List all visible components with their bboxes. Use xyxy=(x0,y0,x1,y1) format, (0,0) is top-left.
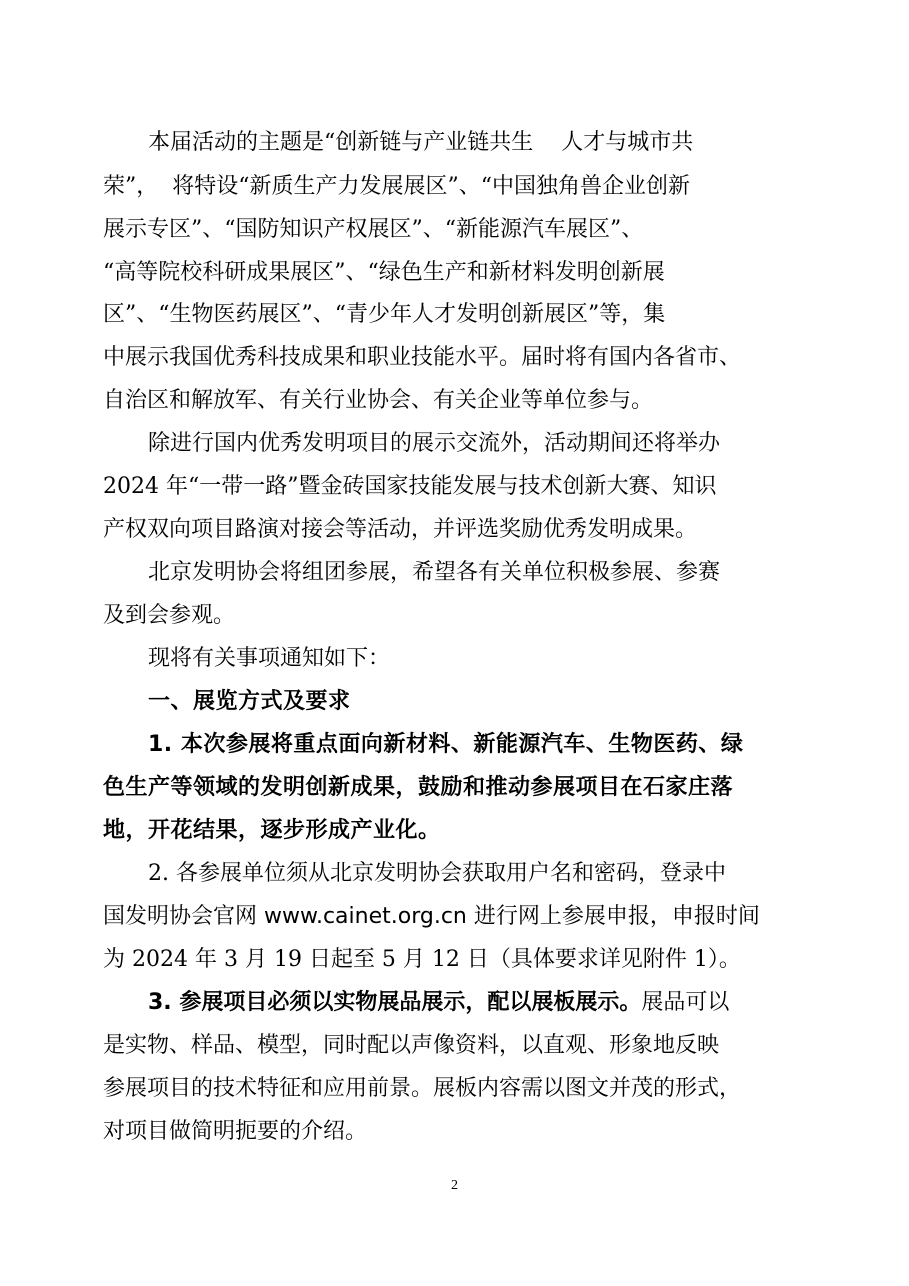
paragraph-theme-line xyxy=(0,339,909,377)
item-3-line xyxy=(0,1027,909,1065)
item-1-line xyxy=(0,769,909,807)
paragraph-activities-line xyxy=(0,511,909,549)
text-line: 除进行国内优秀发明项目的展示交流外，活动期间还将举办 xyxy=(148,431,721,456)
text-line: 现将有关事项通知如下： xyxy=(148,646,391,671)
text-line xyxy=(103,898,760,936)
text-line: 是实物、样品、模型，同时配以声像资料，以直观、形象地反映 xyxy=(103,1033,720,1058)
item-3-line xyxy=(0,1070,909,1108)
paragraph-activities-line xyxy=(0,425,909,463)
text-line: 1. 本次参展将重点面向新材料、新能源汽车、生物医药、绿 xyxy=(148,732,744,757)
text-line: 荣”， 将特设“新质生产力发展展区”、“中国独角兽企业创新 xyxy=(103,174,690,199)
paragraph-theme-line xyxy=(0,296,909,334)
item-2-line xyxy=(0,941,909,979)
text-line: 本届活动的主题是“创新链与产业链共生 人才与城市共 xyxy=(148,130,694,155)
paragraph-theme-line xyxy=(0,254,909,292)
text-line: 色生产等领域的发明创新成果，鼓励和推动参展项目在石家庄落 xyxy=(103,775,734,800)
text-line: 2024 年“一带一路”暨金砖国家技能发展与技术创新大赛、知识 xyxy=(103,474,717,499)
item-2-line xyxy=(0,898,909,936)
paragraph-theme-line xyxy=(0,211,909,249)
paragraph-delegation-line xyxy=(0,597,909,635)
item-1-line xyxy=(0,726,909,764)
text-segment: 展品可以 xyxy=(641,990,730,1015)
text-line xyxy=(148,984,729,1022)
text-line: 北京发明协会将组团参展，希望各有关单位积极参展、参赛 xyxy=(148,560,721,585)
text-line: 区”、“生物医药展区”、“青少年人才发明创新展区”等，集 xyxy=(103,302,666,327)
page-number: 2 xyxy=(451,1178,458,1193)
text-line: 及到会参观。 xyxy=(103,603,236,628)
paragraph-activities-line xyxy=(0,468,909,506)
text-line: 展示专区”、“国防知识产权展区”、“新能源汽车展区”、 xyxy=(103,217,644,242)
item-2-line xyxy=(0,855,909,893)
paragraph-theme-line xyxy=(0,124,909,162)
paragraph-delegation-line xyxy=(0,554,909,592)
section-heading xyxy=(0,683,909,721)
heading-text: 一、展览方式及要求 xyxy=(148,689,351,714)
bold-segment: 3. 参展项目必须以实物展品展示，配以展板展示。 xyxy=(148,990,642,1015)
item-3-line xyxy=(0,984,909,1022)
text-line: 2. 各参展单位须从北京发明协会获取用户名和密码，登录中 xyxy=(148,861,726,886)
text-line: 自治区和解放军、有关行业协会、有关企业等单位参与。 xyxy=(103,388,654,413)
text-line: 产权双向项目路演对接会等活动，并评选奖励优秀发明成果。 xyxy=(103,517,698,542)
item-3-line xyxy=(0,1113,909,1151)
text-segment: 进行网上参展申报，申报时间 xyxy=(466,904,760,929)
website-link[interactable]: www.cainet.org.cn xyxy=(264,904,467,929)
text-segment: 国发明协会官网 xyxy=(103,904,264,929)
paragraph-theme-line xyxy=(0,382,909,420)
text-line: “高等院校科研成果展区”、“绿色生产和新材料发明创新展 xyxy=(103,260,665,285)
item-1-line xyxy=(0,812,909,850)
text-line: 参展项目的技术特征和应用前景。展板内容需以图文并茂的形式， xyxy=(103,1076,742,1101)
text-line: 地，开花结果，逐步形成产业化。 xyxy=(103,818,441,843)
text-line: 为 2024 年 3 月 19 日起至 5 月 12 日（具体要求详见附件 1）。 xyxy=(103,947,741,972)
paragraph-notice-line xyxy=(0,640,909,678)
paragraph-theme-line xyxy=(0,168,909,206)
text-line: 对项目做简明扼要的介绍。 xyxy=(103,1119,368,1144)
text-line: 中展示我国优秀科技成果和职业技能水平。届时将有国内各省市、 xyxy=(103,345,742,370)
